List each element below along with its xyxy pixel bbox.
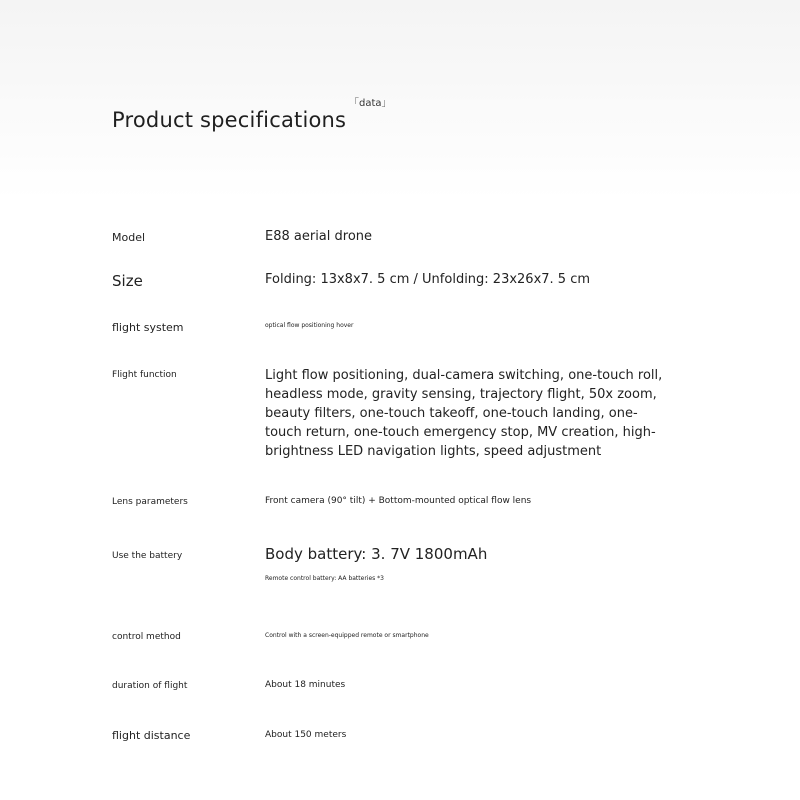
spec-label-size: Size xyxy=(112,272,143,290)
spec-value-flight-function: Light flow positioning, dual-camera switching, one-touch roll, headless mode, gravity sensing, trajectory flight, 50x zoom, beauty filters, one-touch takeoff, one-touch landing, one-touch return, one-touch emergency stop, MV creation, high-brightness LED navigation lights, speed adjustment xyxy=(265,368,663,459)
spec-label-duration: duration of flight xyxy=(112,681,188,691)
title-tag: 「data」 xyxy=(349,98,392,109)
page-title: Product specifications xyxy=(112,108,347,132)
spec-label-flight-function: Flight function xyxy=(112,370,177,380)
spec-value-duration: About 18 minutes xyxy=(265,680,346,690)
spec-label-flight-system: flight system xyxy=(112,321,184,334)
spec-subvalue-battery: Remote control battery: AA batteries *3 xyxy=(265,575,384,582)
spec-value-size: Folding: 13x8x7. 5 cm / Unfolding: 23x26x7. 5 cm xyxy=(265,272,591,287)
spec-label-flight-distance: flight distance xyxy=(112,729,191,742)
spec-value-flight-system: optical flow positioning hover xyxy=(265,322,354,329)
spec-value-lens-parameters: Front camera (90° tilt) + Bottom-mounted optical flow lens xyxy=(265,496,532,506)
faded-background xyxy=(0,0,800,200)
spec-label-battery: Use the battery xyxy=(112,551,183,561)
spec-value-battery: Body battery: 3. 7V 1800mAh xyxy=(265,545,488,563)
spec-value-flight-distance: About 150 meters xyxy=(265,730,347,740)
spec-label-model: Model xyxy=(112,231,146,244)
spec-label-control-method: control method xyxy=(112,632,181,642)
spec-value-control-method: Control with a screen-equipped remote or smartphone xyxy=(265,632,429,639)
spec-label-lens-parameters: Lens parameters xyxy=(112,497,188,507)
spec-value-model: E88 aerial drone xyxy=(265,229,373,244)
